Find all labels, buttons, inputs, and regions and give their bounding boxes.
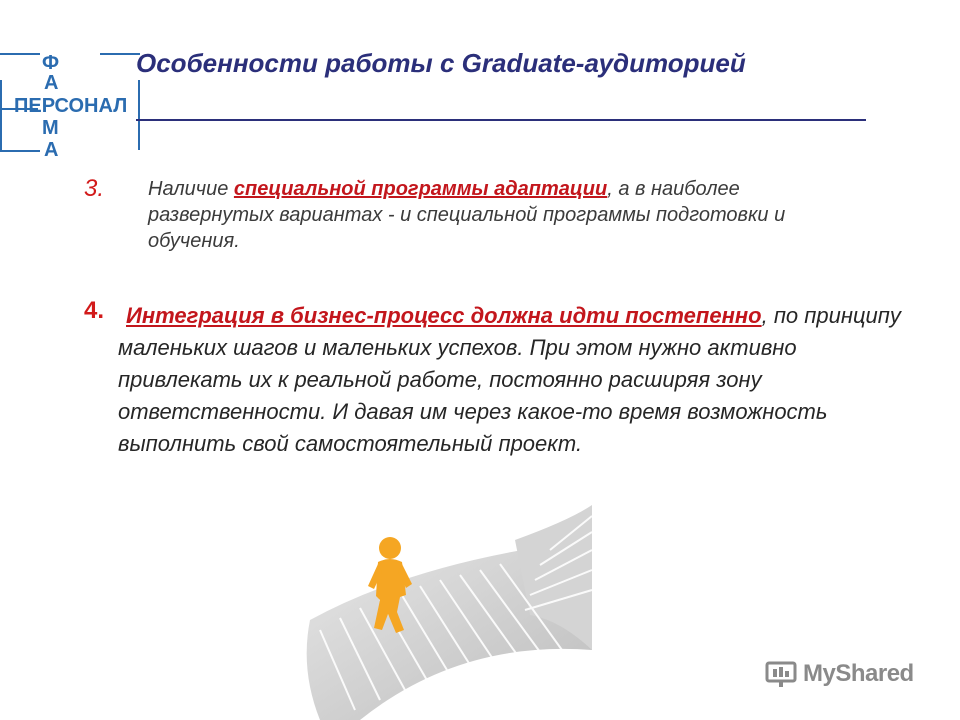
company-logo [0, 50, 140, 162]
logo-letter: А [44, 139, 59, 161]
logo-letter: Ф [42, 52, 60, 74]
presentation-board-icon [765, 659, 797, 689]
logo-word: ПЕРСОНАЛ [14, 95, 128, 117]
item-text: Наличие [148, 178, 234, 200]
watermark-text: MyShared [803, 660, 914, 687]
item-highlight: Интеграция в бизнес-процесс должна идти постепенно [126, 303, 762, 328]
logo-letter: М [42, 117, 59, 139]
item-text: , а в наиболее развернутых вариантах - и специальной программы подготовки и обучения. [148, 178, 786, 252]
list-item-3 [148, 176, 838, 254]
list-item-4 [118, 300, 918, 460]
item-number: 3. [84, 175, 105, 202]
title-divider [136, 119, 866, 121]
item-highlight: специальной программы адаптации [233, 178, 608, 200]
item-number: 4. [84, 297, 105, 324]
spiral-staircase-illustration [300, 500, 600, 720]
slide-title: Особенности работы с Graduate-аудиторией [136, 48, 746, 78]
item-text: , по принципу маленьких шагов и маленьких успехов. При этом нужно активно привлекать их к реальной работе, постоянно расширяя зону ответственности. И давая им через какое-то время возможность выполнить свой самостоятельный проект. [118, 303, 901, 456]
watermark [765, 656, 914, 692]
logo-letter: А [44, 72, 59, 94]
